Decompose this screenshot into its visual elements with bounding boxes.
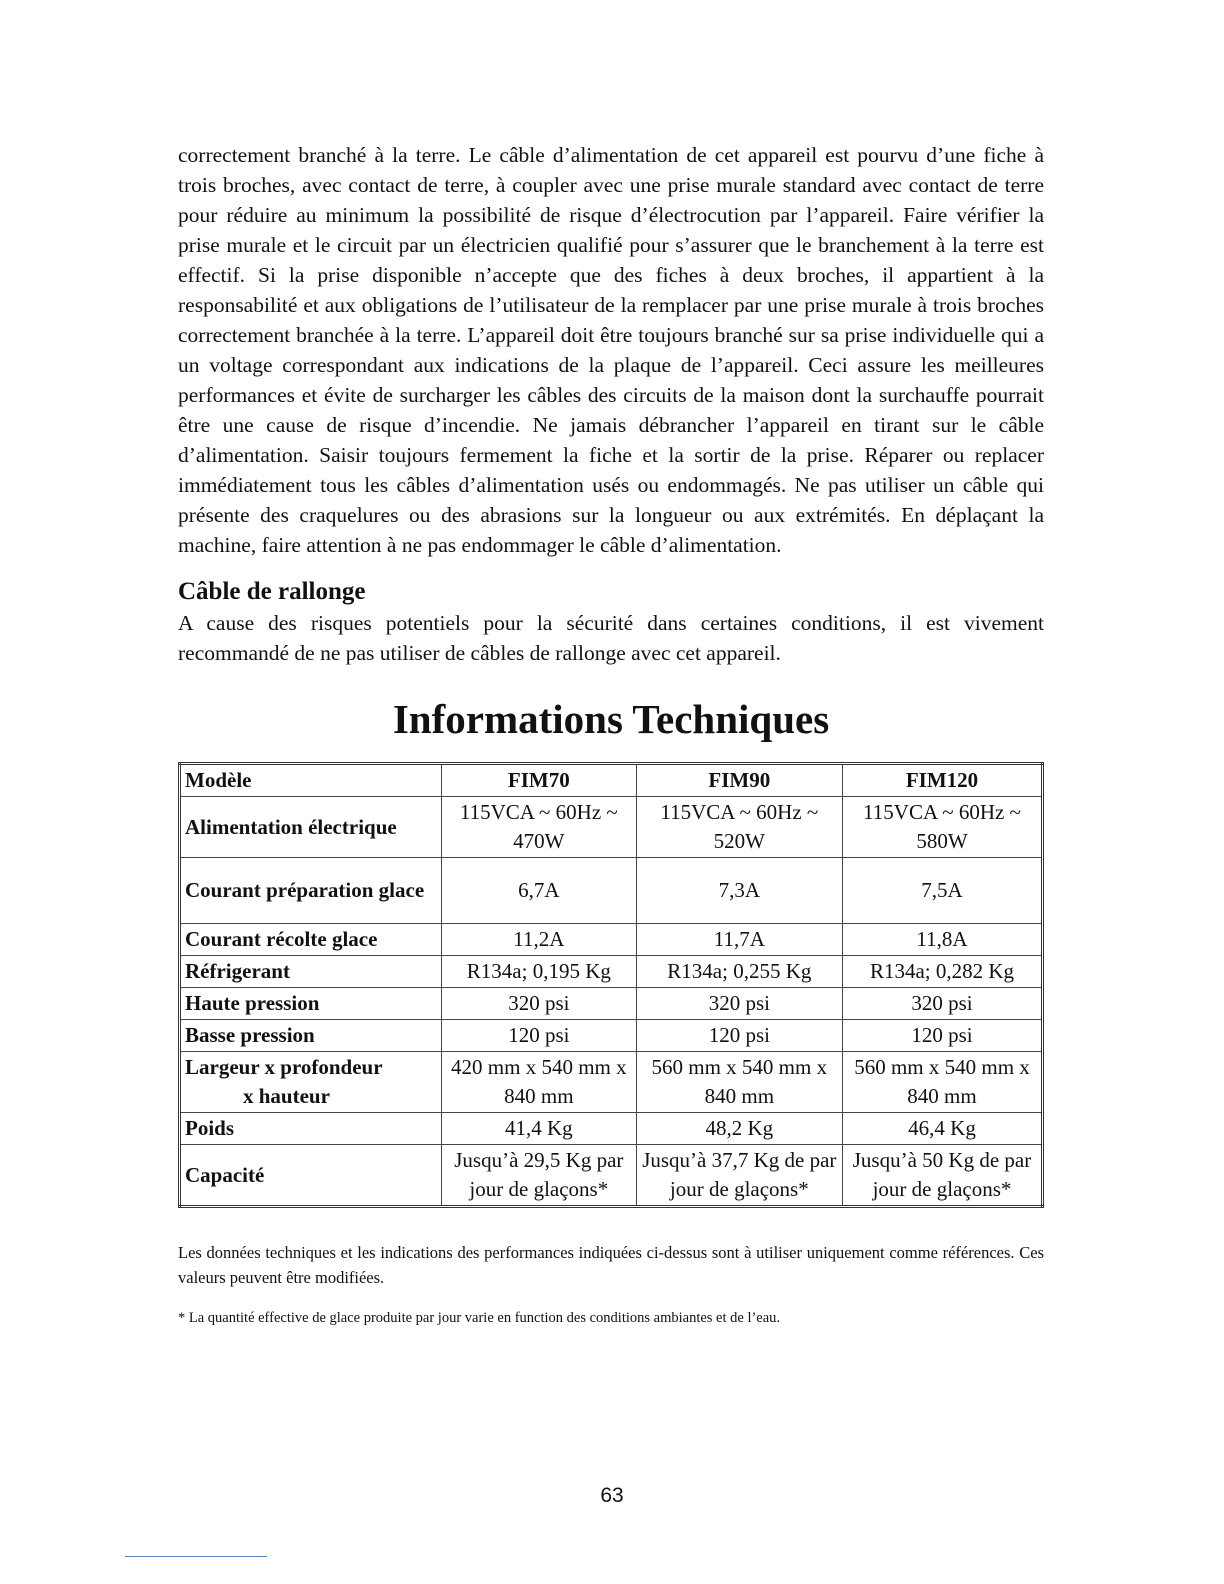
table-row [180, 988, 1043, 1020]
grounding-paragraph: correctement branché à la terre. Le câble d’alimentation de cet appareil est pourvu d’une fiche à trois broches, avec contact de terre, à coupler avec une prise murale standard avec contact de terre pour réduire au minimum la possibilité de risque d’électrocution par l’appareil. Faire vérifier la prise murale et le circuit par un électricien qualifié pour s’assurer que le branchement à la terre est effectif. Si la prise disponible n’accepte que des fiches à deux broches, il appartient à la responsabilité et aux obligations de l’utilisateur de la remplacer par une prise murale à trois broches correctement branchée à la terre. L’appareil doit être toujours branché sur sa prise individuelle qui a un voltage correspondant aux indications de la plaque de l’appareil. Ceci assure les meilleures performances et évite de surcharger les câbles des circuits de la maison dont la surchauffe pourrait être une cause de risque d’incendie. Ne jamais débrancher l’appareil en tirant sur le câble d’alimentation. Saisir toujours fermement la fiche et la sortir de la prise. Réparer ou replacer immédiatement tous les câbles d’alimentation usés ou endommagés. Ne pas utiliser un câble qui présente des craquelures ou des abrasions sur la longueur ou aux extrémités. En déplaçant la machine, faire attention à ne pas endommager le câble d’alimentation. [178, 143, 1044, 557]
cell-value: Jusqu’à 37,7 Kg de par jour de glaçons* [636, 1145, 842, 1207]
cell-value: 115VCA ~ 60Hz ~ 580W [842, 797, 1042, 858]
cell-value: 11,7A [636, 924, 842, 956]
cell-value: 41,4 Kg [442, 1113, 637, 1145]
table-row [180, 1145, 1043, 1207]
table-row [180, 1020, 1043, 1052]
row-label-harvest-current: Courant récolte glace [180, 924, 442, 956]
header-label: Modèle [180, 764, 442, 797]
cell-value: 120 psi [842, 1020, 1042, 1052]
row-label-low-pressure: Basse pression [180, 1020, 442, 1052]
table-row [180, 1052, 1043, 1113]
cell-value: Jusqu’à 50 Kg de par jour de glaçons* [842, 1145, 1042, 1207]
specs-table [178, 762, 1044, 1208]
row-label-refrigerant: Réfrigerant [180, 956, 442, 988]
cell-value: 115VCA ~ 60Hz ~ 520W [636, 797, 842, 858]
cell-value: 120 psi [442, 1020, 637, 1052]
row-label-ice-making-current: Courant préparation glace [180, 858, 442, 924]
cell-value: 320 psi [636, 988, 842, 1020]
cell-value: 46,4 Kg [842, 1113, 1042, 1145]
row-label-power: Alimentation électrique [180, 797, 442, 858]
cell-value: R134a; 0,255 Kg [636, 956, 842, 988]
cell-value: R134a; 0,195 Kg [442, 956, 637, 988]
table-row [180, 797, 1043, 858]
extension-cord-paragraph: A cause des risques potentiels pour la sécurité dans certaines conditions, il est vivement recommandé de ne pas utiliser de câbles de rallonge avec cet appareil. [178, 611, 1044, 665]
model-fim70: FIM70 [442, 764, 637, 797]
cell-value: 120 psi [636, 1020, 842, 1052]
specs-title: Informations Techniques [392, 696, 830, 742]
cell-value: 320 psi [442, 988, 637, 1020]
cell-value: 7,3A [636, 858, 842, 924]
dimensions-label-line2: x hauteur [243, 1084, 330, 1108]
cell-value: 420 mm x 540 mm x 840 mm [442, 1052, 637, 1113]
cell-value: 11,2A [442, 924, 637, 956]
model-fim120: FIM120 [842, 764, 1042, 797]
document-page [178, 140, 1044, 1343]
dimensions-label-line1: Largeur x profondeur [185, 1055, 383, 1079]
row-label-weight: Poids [180, 1113, 442, 1145]
page-number: 63 [600, 1484, 624, 1507]
table-row [180, 924, 1043, 956]
cell-value: 320 psi [842, 988, 1042, 1020]
cell-value: R134a; 0,282 Kg [842, 956, 1042, 988]
row-label-capacity: Capacité [180, 1145, 442, 1207]
table-row [180, 858, 1043, 924]
cell-value: Jusqu’à 29,5 Kg par jour de glaçons* [442, 1145, 637, 1207]
cell-value: 48,2 Kg [636, 1113, 842, 1145]
cell-value: 11,8A [842, 924, 1042, 956]
row-label-high-pressure: Haute pression [180, 988, 442, 1020]
cell-value: 560 mm x 540 mm x 840 mm [842, 1052, 1042, 1113]
model-fim90: FIM90 [636, 764, 842, 797]
table-row [180, 1113, 1043, 1145]
table-row [180, 956, 1043, 988]
cell-value: 7,5A [842, 858, 1042, 924]
table-header-row [180, 764, 1043, 797]
section-heading-extension-cord: Câble de rallonge [178, 578, 366, 605]
row-label-dimensions [180, 1052, 442, 1113]
footer-rule [125, 1556, 267, 1557]
cell-value: 560 mm x 540 mm x 840 mm [636, 1052, 842, 1113]
cell-value: 115VCA ~ 60Hz ~ 470W [442, 797, 637, 858]
disclaimer-note: Les données techniques et les indications des performances indiquées ci-dessus sont à utiliser uniquement comme références. Ces valeurs peuvent être modifiées. [178, 1243, 1044, 1287]
cell-value: 6,7A [442, 858, 637, 924]
footnote: * La quantité effective de glace produite par jour varie en function des conditions ambiantes et de l’eau. [178, 1309, 781, 1326]
